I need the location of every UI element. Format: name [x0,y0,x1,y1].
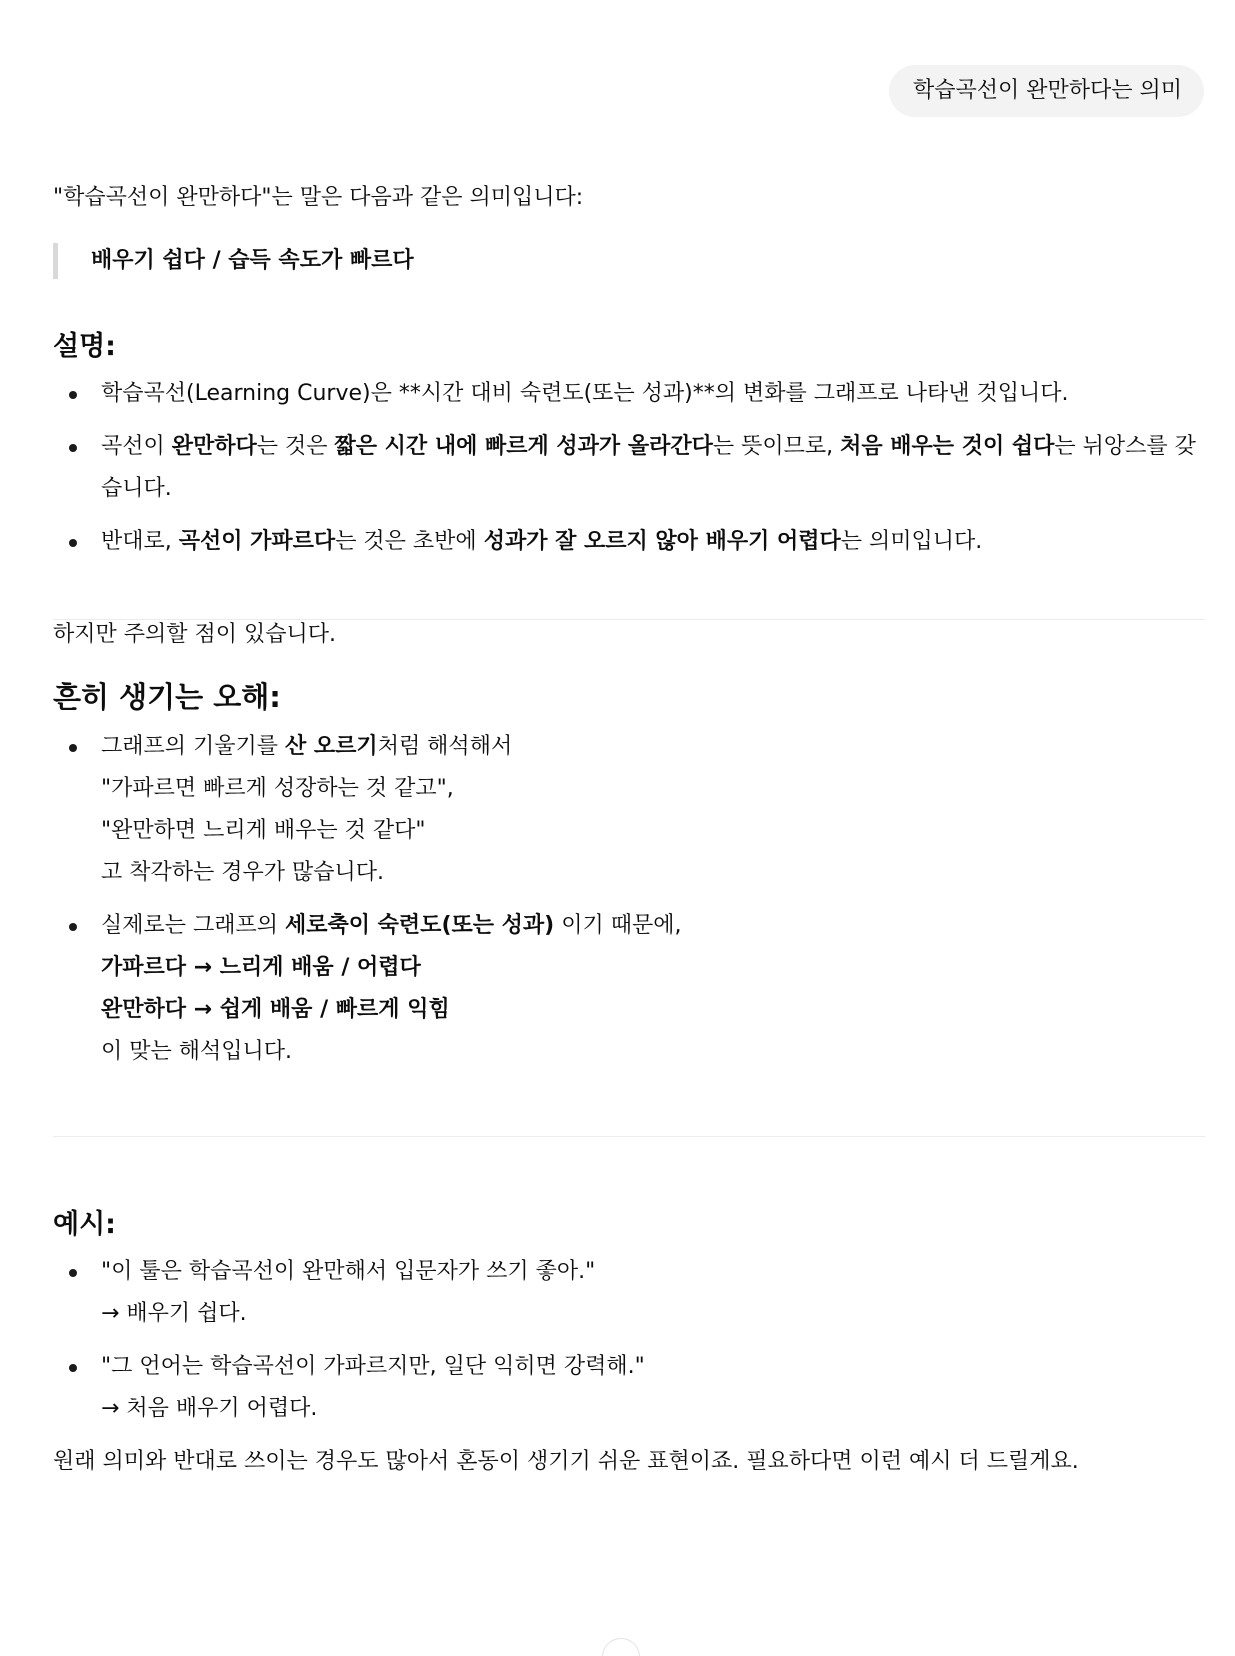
list-item [53,373,1205,415]
list-item: 그래프의 기울기를 산 오르기처럼 해석해서 "가파르면 빠르게 성장하는 것 같고", "완만하면 느리게 배우는 것 같다" 고 착각하는 경우가 많습니다. [53,726,1205,894]
list-item: 곡선이 완만하다는 것은 짧은 시간 내에 빠르게 성과가 올라간다는 뜻이므로, 처음 배우는 것이 쉽다는 뉘앙스를 갖습니다. [53,426,1205,510]
misconception-list [53,726,1205,1073]
bold-text: 완만하다 [171,434,257,460]
list-item: "이 툴은 학습곡선이 완만해서 입문자가 쓰기 좋아." → 배우기 쉽다. [53,1251,1205,1335]
misconception-heading: 흔히 생기는 오해: [53,679,281,714]
examples-heading: 예시: [53,1208,116,1240]
explanation-list [53,373,1205,563]
assistant-reply [53,183,1205,1483]
user-message-bubble: 학습곡선이 완만하다는 의미 [889,65,1204,117]
explanation-item-1-text: 학습곡선(Learning Curve)은 **시간 대비 숙련도(또는 성과)**의 변화를 그래프로 나타낸 것입니다. [101,381,1069,407]
scroll-to-bottom-button[interactable] [602,1638,640,1656]
list-item: 실제로는 그래프의 세로축이 숙련도(또는 성과) 이기 때문에, 가파르다 → 느리게 배움 / 어렵다 완만하다 → 쉽게 배움 / 빠르게 익힘 이 맞는 해석입니다. [53,905,1205,1073]
bold-text: 세로축이 숙련도(또는 성과) [285,912,555,938]
list-item: 반대로, 곡선이 가파르다는 것은 초반에 성과가 잘 오르지 않아 배우기 어렵다는 의미입니다. [53,521,1205,563]
bold-text: 완만하다 → 쉽게 배움 / 빠르게 익힘 [101,996,450,1022]
closing-text: 원래 의미와 반대로 쓰이는 경우도 많아서 혼동이 생기기 쉬운 표현이죠. 필요하다면 이런 예시 더 드릴게요. [53,1448,1079,1474]
list-item: "그 언어는 학습곡선이 가파르지만, 일단 익히면 강력해." → 처음 배우기 어렵다. [53,1346,1205,1430]
bold-text: 처음 배우는 것이 쉽다 [840,434,1055,460]
intro-text: "학습곡선이 완만하다"는 말은 다음과 같은 의미입니다: [53,185,584,210]
bold-text: 성과가 잘 오르지 않아 배우기 어렵다 [483,529,841,555]
bold-text: 짧은 시간 내에 빠르게 성과가 올라간다 [334,434,713,460]
examples-list [53,1251,1205,1430]
bold-text: 가파르다 → 느리게 배움 / 어렵다 [101,954,421,980]
section-divider [53,1136,1205,1137]
bold-text: 산 오르기 [285,733,378,759]
caution-text: 하지만 주의할 점이 있습니다. [53,622,336,648]
bold-text: 곡선이 가파르다 [178,529,336,555]
blockquote: 배우기 쉽다 / 습득 속도가 빠르다 [53,243,1205,279]
explanation-heading: 설명: [53,331,116,362]
